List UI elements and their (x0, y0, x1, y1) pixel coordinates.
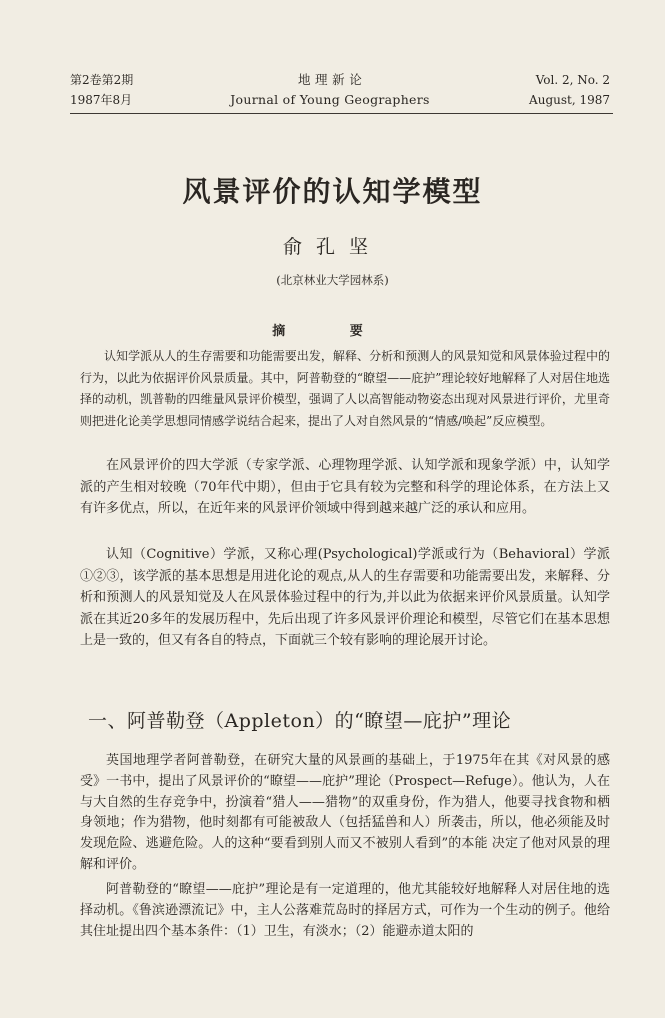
journal-name (205, 70, 455, 110)
section-paragraph: 英国地理学者阿普勒登，在研究大量的风景画的基础上，于1975年在其《对风景的感受》一书中，提出了风景评价的“瞭望——庇护”理论（Prospect—Refuge）。他认为，人在与大自然的生存竞争中，扮演着“猎人——猎物”的双重身份，作为猎人，他要寻找食物和栖身领地；作为猎物，他时刻都有可能被敌人（包括猛兽和人）所袭击，所以，他必须能及时发现危险、逃避危险。人的这种“要看到别人而又不被别人看到”的本能 决定了他对风景的理解和评价。 (80, 753, 610, 872)
journal-name-chinese: 地 理 新 论 (297, 72, 363, 87)
section-paragraph: 阿普勒登的“瞭望——庇护”理论是有一定道理的，他尤其能较好地解释人对居住地的选择动机。《鲁滨逊漂流记》中，主人公落难荒岛时的择居方式，可作为一个生动的例子。他给其住址提出四个基本条件：（1）卫生，有淡水；（2）能避赤道太阳的 (80, 882, 610, 939)
abstract-text: 认知学派从人的生存需要和功能需要出发，解释、分析和预测人的风景知觉和风景体验过程中的行为，以此为依据评价风景质量。其中，阿普勒登的“瞭望——庇护”理论较好地解释了人对居住地选择的动机，凯普勒的四维量风景评价模型，强调了人以高智能动物姿态出现对风景进行评价，尤里奇则把进化论美学思想同情感学说结合起来，提出了人对自然风景的“情感/唤起”反应模型。 (80, 349, 610, 428)
article-title: 风景评价的认知学模型 (182, 175, 483, 208)
header-rule (70, 113, 613, 114)
journal-name-english: Journal of Young Geographers (230, 92, 430, 107)
section-heading: 一、阿普勒登（Appleton）的“瞭望—庇护”理论 (88, 710, 512, 732)
article-author: 俞孔坚 (282, 236, 382, 258)
issue-volume: 第2卷第2期 (70, 73, 134, 87)
body-paragraph: 认知（Cognitive）学派，又称心理(Psychological)学派或行为（Behavioral）学派①②③，该学派的基本思想是用进化论的观点,从人的生存需要和功能需要出发，来解释、分析和预测人的风景知觉及人在风景体验过程中的行为,并以此为依据来评价风景质量。认知学派在其近20多年的发展历程中，先后出现了许多风景评价理论和模型，尽管它们在基本思想上是一致的，但又有各自的特点，下面就三个较有影响的理论展开讨论。 (80, 547, 610, 649)
volume-number: Vol. 2, No. 2 (535, 73, 610, 87)
author-affiliation: (北京林业大学园林系) (276, 273, 389, 287)
issue-date: 1987年8月 (70, 93, 133, 107)
issue-info-english (470, 70, 610, 110)
abstract-heading: 摘 要 (272, 324, 393, 339)
issue-month: August, 1987 (529, 93, 610, 107)
body-paragraph: 在风景评价的四大学派（专家学派、心理物理学派、认知学派和现象学派）中，认知学派的产生相对较晚（70年代中期），但由于它具有较为完整和科学的理论体系，在方法上又有许多优点，所以，在近年来的风景评价领域中得到越来越广泛的承认和应用。 (80, 458, 610, 517)
issue-info (70, 70, 190, 110)
